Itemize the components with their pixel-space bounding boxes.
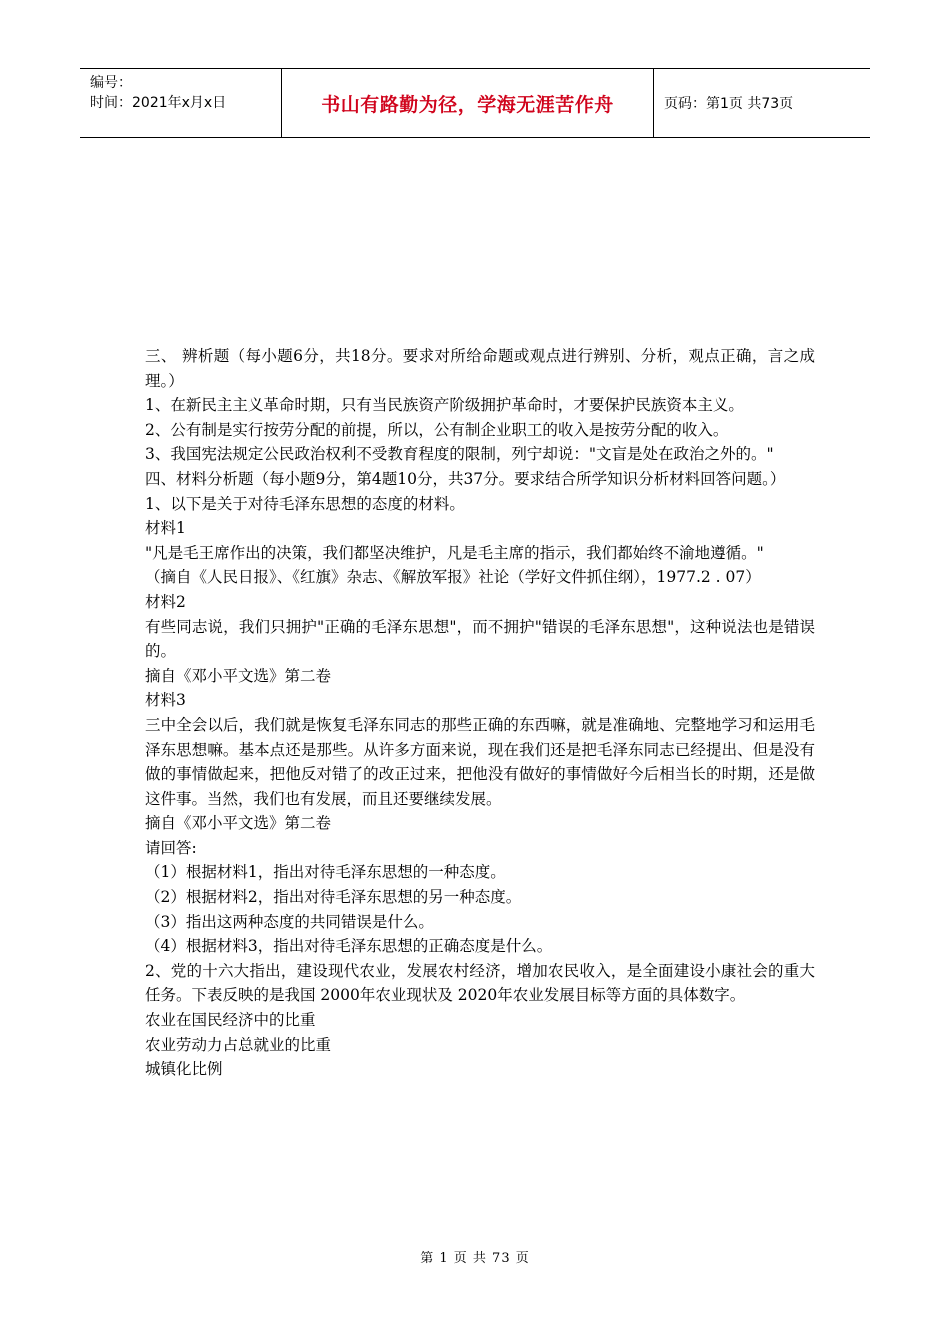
header-meta <box>80 69 282 137</box>
page-header <box>80 68 870 138</box>
header-page-cell <box>654 69 870 137</box>
table-row-label: 农业在国民经济中的比重 <box>145 1011 316 1030</box>
material-label: 材料1 <box>145 519 186 538</box>
paragraph: 2、公有制是实行按劳分配的前提，所以，公有制企业职工的收入是按劳分配的收入。 <box>145 420 729 439</box>
number-label: 编号： <box>90 75 132 91</box>
section-heading: 三、 辨析题（每小题6分，共18分。要求对所给命题或观点进行辨别、分析，观点正确，言之成理。） <box>145 347 815 390</box>
quote: "凡是毛王席作出的决策，我们都坚决维护，凡是毛主席的指示，我们都始终不渝地遵循。" <box>145 543 764 562</box>
page-footer: 第 1 页 共 73 页 <box>420 1251 530 1266</box>
time-label: 时间：2021年x月x日 <box>90 95 227 111</box>
section-heading: 四、材料分析题（每小题9分，第4题10分，共37分。要求结合所学知识分析材料回答问题。） <box>145 469 786 488</box>
quote: 有些同志说，我们只拥护"正确的毛泽东思想"，而不拥护"错误的毛泽东思想"，这种说法也是错误的。 <box>145 617 815 661</box>
paragraph: 1、在新民主主义革命时期，只有当民族资产阶级拥护革命时，才要保护民族资本主义。 <box>145 396 744 415</box>
question: （1）根据材料1，指出对待毛泽东思想的一种态度。 <box>145 863 506 882</box>
citation: 摘自《邓小平文选》第二卷 <box>145 814 332 833</box>
page-info: 页码：第1页 共73页 <box>664 96 794 112</box>
paragraph: 1、以下是关于对待毛泽东思想的态度的材料。 <box>145 494 465 513</box>
question: （4）根据材料3，指出对待毛泽东思想的正确态度是什么。 <box>145 937 553 956</box>
paragraph: 2、党的十六大指出，建设现代农业，发展农村经济，增加农民收入，是全面建设小康社会的重大任务。下表反映的是我国 2000年农业现状及 2020年农业发展目标等方面的具体数字。 <box>145 961 815 1005</box>
table-row-label: 农业劳动力占总就业的比重 <box>145 1035 332 1054</box>
quote: 三中全会以后，我们就是恢复毛泽东同志的那些正确的东西嘛，就是准确地、完整地学习和运用毛泽东思想嘛。基本点还是那些。从许多方面来说，现在我们还是把毛泽东同志已经提出、但是没有做的事情做起来，把他反对错了的改正过来，把他没有做好的事情做好今后相当长的时期，还是做这件事。当然，我们也有发展，而且还要继续发展。 <box>145 715 815 808</box>
question: （2）根据材料2，指出对待毛泽东思想的另一种态度。 <box>145 888 522 907</box>
document-body <box>145 344 815 1082</box>
material-label: 材料3 <box>145 691 186 710</box>
citation: 摘自《邓小平文选》第二卷 <box>145 666 332 685</box>
paragraph: 3、我国宪法规定公民政治权利不受教育程度的限制，列宁却说："文盲是处在政治之外的。" <box>145 445 774 464</box>
question: （3）指出这两种态度的共同错误是什么。 <box>145 912 434 931</box>
citation: （摘自《人民日报》、《红旗》杂志、《解放军报》社论（学好文件抓住纲），1977.2 . 07） <box>145 568 761 587</box>
motto: 书山有路勤为径，学海无涯苦作舟 <box>321 93 614 116</box>
paragraph: 请回答: <box>145 838 197 857</box>
table-row-label: 城镇化比例 <box>145 1060 223 1079</box>
header-motto-cell <box>282 69 654 137</box>
material-label: 材料2 <box>145 592 186 611</box>
